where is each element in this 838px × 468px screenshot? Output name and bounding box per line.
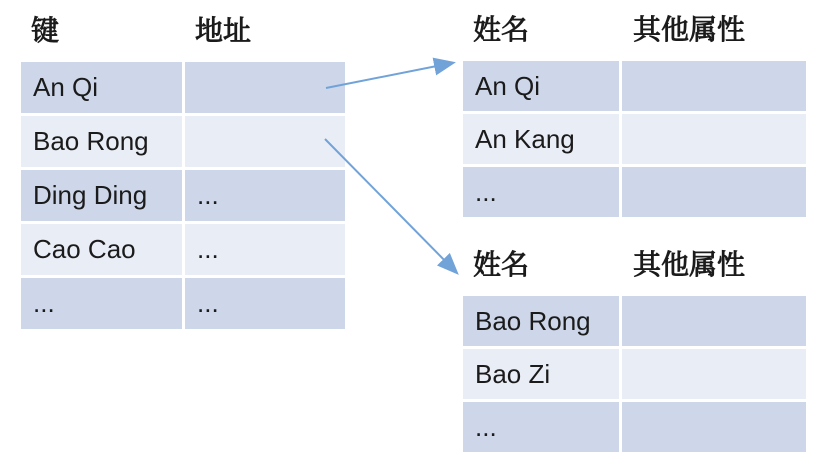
key-cell: ... xyxy=(21,278,182,329)
address-cell xyxy=(185,62,345,113)
name-attrs-table-bottom-body xyxy=(463,296,806,452)
address-cell: ... xyxy=(185,278,345,329)
name-attrs-table-bottom-header xyxy=(463,246,806,296)
name-attrs-table-top-header xyxy=(463,11,806,61)
name-cell: ... xyxy=(463,167,619,217)
key-cell: Ding Ding xyxy=(21,170,182,221)
column-header-attrs: 其他属性 xyxy=(633,249,746,280)
attrs-cell xyxy=(622,402,806,452)
column-header-address: 地址 xyxy=(195,15,252,46)
column-header-attrs: 其他属性 xyxy=(633,14,746,45)
name-cell: Bao Rong xyxy=(463,296,619,346)
key-cell: Cao Cao xyxy=(21,224,182,275)
name-cell: An Kang xyxy=(463,114,619,164)
attrs-cell xyxy=(622,167,806,217)
name-attrs-table-top-body xyxy=(463,61,806,217)
name-attrs-table-top xyxy=(463,11,806,217)
name-cell: Bao Zi xyxy=(463,349,619,399)
column-header-name: 姓名 xyxy=(473,249,530,280)
key-address-table-header xyxy=(21,12,345,62)
attrs-cell xyxy=(622,296,806,346)
address-cell: ... xyxy=(185,224,345,275)
address-cell xyxy=(185,116,345,167)
attrs-cell xyxy=(622,349,806,399)
key-cell: Bao Rong xyxy=(21,116,182,167)
address-cell: ... xyxy=(185,170,345,221)
name-cell: ... xyxy=(463,402,619,452)
column-header-name: 姓名 xyxy=(473,14,530,45)
attrs-cell xyxy=(622,114,806,164)
column-header-key: 键 xyxy=(31,15,60,46)
key-cell: An Qi xyxy=(21,62,182,113)
name-cell: An Qi xyxy=(463,61,619,111)
attrs-cell xyxy=(622,61,806,111)
key-address-table xyxy=(21,12,345,329)
key-address-table-body xyxy=(21,62,345,329)
name-attrs-table-bottom xyxy=(463,246,806,452)
